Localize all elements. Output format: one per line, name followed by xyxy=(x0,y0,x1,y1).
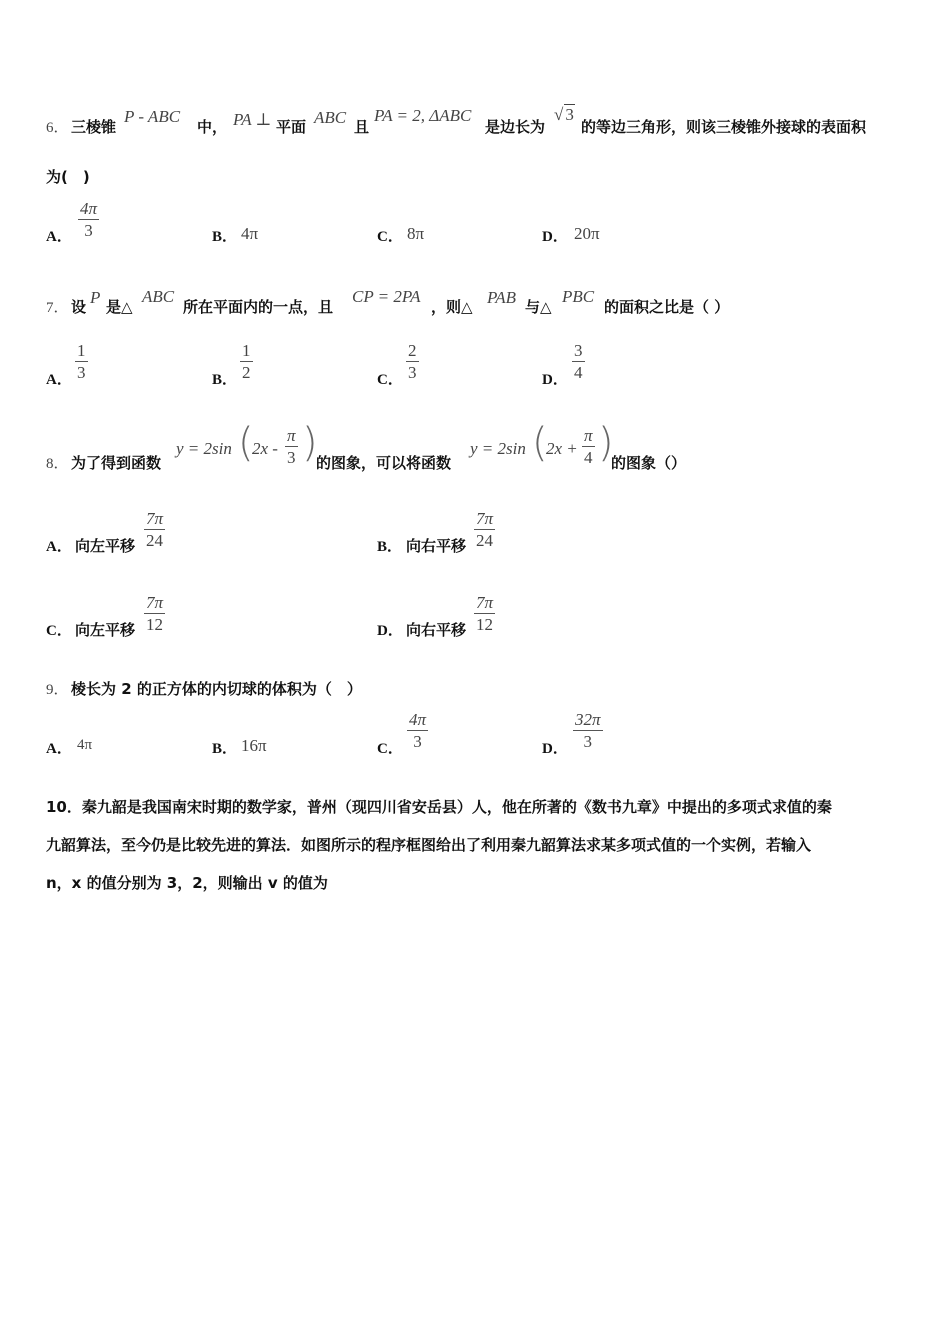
q6-option-c-value: 8π xyxy=(407,224,425,243)
q7-option-b-fraction xyxy=(240,341,253,384)
q8-func-1-denominator: 3 xyxy=(287,448,296,467)
q7-text-3: 所在平面内的一点，且 xyxy=(183,298,334,316)
q9-option-d-numerator: 32π xyxy=(575,710,601,729)
q7-option-b-denominator: 2 xyxy=(242,363,251,382)
q6-option-c-label: C． xyxy=(377,229,403,245)
q8-func-1-fraction xyxy=(285,426,298,469)
q8-func-1-prefix: y = 2sin xyxy=(176,439,232,458)
q8-option-a-fraction xyxy=(144,509,165,552)
q9-option-b-value: 16π xyxy=(241,736,267,755)
q7-text-2: 是△ xyxy=(106,298,133,316)
q8-option-a-numerator: 7π xyxy=(146,509,164,528)
q8-option-c-numerator: 7π xyxy=(146,593,164,612)
q6-option-b-value: 4π xyxy=(241,224,259,243)
q7-option-d-label: D． xyxy=(542,372,568,388)
q6-text-6: 的等边三角形，则该三棱锥外接球的表面积 xyxy=(581,118,867,136)
q8-option-b-denominator: 24 xyxy=(476,531,494,550)
q8-text-3: 的图象（） xyxy=(611,454,687,472)
q6-option-a-fraction xyxy=(78,199,99,242)
q8-func-2-fraction xyxy=(582,426,595,469)
q9-option-a-label: A． xyxy=(46,741,72,757)
q7-text-1: 设 xyxy=(71,298,87,316)
q8-number: 8． xyxy=(46,456,69,472)
q7-option-d-numerator: 3 xyxy=(574,341,583,360)
q8-option-c-fraction xyxy=(144,593,165,636)
q7-math-2: ABC xyxy=(142,287,175,306)
q7-option-a-label: A． xyxy=(46,372,72,388)
q8-option-d-text: 向右平移 xyxy=(406,621,467,639)
q6-text-2: 中， xyxy=(197,118,228,136)
q6-text-1: 三棱锥 xyxy=(71,118,117,136)
q8-option-d-numerator: 7π xyxy=(476,593,494,612)
q8-text-1: 为了得到函数 xyxy=(71,454,162,472)
q8-option-c-denominator: 12 xyxy=(146,615,164,634)
q7-option-b-label: B． xyxy=(212,372,238,388)
q7-option-d-fraction xyxy=(572,341,585,384)
q6-sqrt-value: 3 xyxy=(565,105,574,124)
q8-option-b-text: 向右平移 xyxy=(406,537,467,555)
q8-option-b-numerator: 7π xyxy=(476,509,494,528)
q7-math-3: CP = 2PA xyxy=(352,287,421,306)
q7-option-c-denominator: 3 xyxy=(408,363,417,382)
q7-math-5: PBC xyxy=(562,287,595,306)
q7-number: 7． xyxy=(46,300,69,316)
q8-func-2-inner: 2x + xyxy=(546,439,578,458)
q9-option-a-value: 4π xyxy=(77,737,93,753)
q7-text-6: 的面积之比是（ ） xyxy=(604,298,730,316)
q7-option-a-numerator: 1 xyxy=(77,341,86,360)
q10-line-2: 九韶算法，至今仍是比较先进的算法．如图所示的程序框图给出了利用秦九韶算法求某多项式值的一个实例，若输入 xyxy=(46,836,812,854)
q6-text-7: 为( ) xyxy=(46,168,90,186)
q8-option-c-text: 向左平移 xyxy=(75,621,136,639)
q8-func-1-lparen: ( xyxy=(238,420,254,466)
q8-func-2-prefix: y = 2sin xyxy=(470,439,526,458)
q8-option-d-fraction xyxy=(474,593,495,636)
q8-option-a-label: A． xyxy=(46,539,72,555)
q7-option-a-fraction xyxy=(75,341,88,384)
q7-option-c-numerator: 2 xyxy=(408,341,417,360)
q6-text-4: 且 xyxy=(354,118,370,136)
q6-option-a-denominator: 3 xyxy=(84,221,93,240)
q8-option-a-denominator: 24 xyxy=(146,531,164,550)
q6-number: 6． xyxy=(46,120,69,136)
q8-option-d-label: D． xyxy=(377,623,403,639)
q9-option-c-denominator: 3 xyxy=(413,732,422,751)
q8-text-2: 的图象，可以将函数 xyxy=(316,454,452,472)
q6-text-3: 平面 xyxy=(276,118,307,136)
q8-func-2-lparen: ( xyxy=(532,420,548,466)
q7-option-b-numerator: 1 xyxy=(242,341,251,360)
q9-option-c-numerator: 4π xyxy=(409,710,427,729)
q9-option-d-denominator: 3 xyxy=(583,732,593,751)
q10-line-3: n，x 的值分别为 3，2，则输出 v 的值为 xyxy=(46,874,328,892)
q6-sqrt: √ 3 xyxy=(554,105,574,124)
q9-option-c-fraction xyxy=(407,710,428,753)
q8-func-2-denominator: 4 xyxy=(584,448,593,467)
q9-number: 9． xyxy=(46,682,69,698)
q6-option-b-label: B． xyxy=(212,229,238,245)
q7-math-4: PAB xyxy=(487,288,516,307)
q10-line-1: 10．秦九韶是我国南宋时期的数学家，普州（现四川省安岳县）人，他在所著的《数书九章》中提出的多项式求值的秦 xyxy=(46,798,832,816)
q6-option-a-label: A． xyxy=(46,229,72,245)
q8-func-1-numerator: π xyxy=(287,426,296,445)
q8-func-1-inner: 2x - xyxy=(252,439,278,458)
q6-option-a-numerator: 4π xyxy=(80,199,98,218)
q6-text-5: 是边长为 xyxy=(485,118,546,136)
q6-option-d-value: 20π xyxy=(574,224,600,243)
q6-math-4: PA = 2, ΔABC xyxy=(374,106,472,125)
q9-option-d-label: D． xyxy=(542,741,568,757)
q7-text-4: ，则△ xyxy=(431,298,473,316)
q7-option-d-denominator: 4 xyxy=(574,363,583,382)
q6-math-3: ABC xyxy=(314,108,347,127)
q6-math-2: PA ⊥ xyxy=(233,110,272,129)
q7-option-c-label: C． xyxy=(377,372,403,388)
q8-option-d-denominator: 12 xyxy=(476,615,494,634)
q7-math-1: P xyxy=(90,288,101,307)
q8-option-a-text: 向左平移 xyxy=(75,537,136,555)
q8-option-b-fraction xyxy=(474,509,495,552)
q6-math-1: P - ABC xyxy=(124,107,181,126)
q8-func-2-rparen: ) xyxy=(598,420,614,466)
q9-option-c-label: C． xyxy=(377,741,403,757)
q8-option-b-label: B． xyxy=(377,539,403,555)
q8-option-c-label: C． xyxy=(46,623,72,639)
q9-option-b-label: B． xyxy=(212,741,238,757)
q9-text: 棱长为 2 的正方体的内切球的体积为（ ） xyxy=(71,680,362,698)
q7-option-c-fraction xyxy=(406,341,419,384)
q9-option-d-fraction xyxy=(573,710,603,753)
q7-option-a-denominator: 3 xyxy=(77,363,86,382)
q8-func-2-numerator: π xyxy=(584,426,593,445)
q8-func-1-rparen: ) xyxy=(302,420,318,466)
q6-option-d-label: D． xyxy=(542,229,568,245)
q7-text-5: 与△ xyxy=(525,298,552,316)
